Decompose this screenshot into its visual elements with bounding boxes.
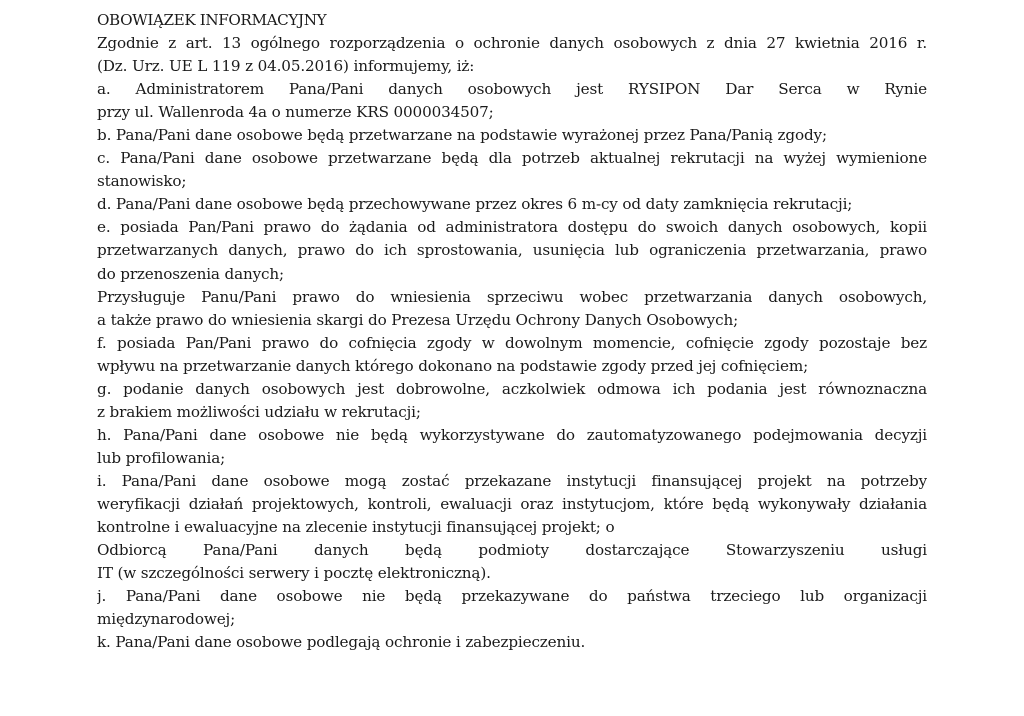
- clause-line: b. Pana/Pani dane osobowe będą przetwarzane na podstawie wyrażonej przez Pana/Panią zgody;: [97, 126, 827, 145]
- clause-item-complaint: [97, 286, 927, 332]
- clause-item-j: [97, 585, 927, 631]
- clause-item-i: [97, 470, 927, 539]
- clause-line: stanowisko;: [97, 172, 187, 191]
- clause-line: z brakiem możliwości udziału w rekrutacji;: [97, 402, 421, 421]
- clause-line: wpływu na przetwarzanie danych którego dokonano na podstawie zgody przed jej cofnięciem;: [97, 356, 809, 375]
- clause-item-recipients: [97, 539, 927, 585]
- clause-item-h: [97, 424, 927, 470]
- clause-line: k. Pana/Pani dane osobowe podlegają ochronie i zabezpieczeniu.: [97, 633, 586, 652]
- document-title: OBOWIĄZEK INFORMACYJNY: [97, 11, 327, 29]
- intro-line: Zgodnie z art. 13 ogólnego rozporządzenia o ochronie danych osobowych z dnia 27 kwietnia 2016 r.: [97, 34, 927, 53]
- clause-line: e. posiada Pan/Pani prawo do żądania od administratora dostępu do swoich danych osobowych, kopii: [97, 218, 927, 237]
- clause-line: międzynarodowej;: [97, 610, 236, 629]
- clause-line: a także prawo do wniesienia skargi do Prezesa Urzędu Ochrony Danych Osobowych;: [97, 310, 739, 329]
- clause-item-d: [97, 193, 927, 216]
- clause-line: przy ul. Wallenroda 4a o numerze KRS 0000034507;: [97, 103, 494, 122]
- clause-item-g: [97, 378, 927, 424]
- clause-item-b: [97, 124, 927, 147]
- clause-item-c: [97, 147, 927, 193]
- clause-line: Odbiorcą Pana/Pani danych będą podmioty dostarczające Stowarzyszeniu usługi: [97, 541, 927, 560]
- clause-line: i. Pana/Pani dane osobowe mogą zostać przekazane instytucji finansującej projekt na potrzeby: [97, 471, 927, 490]
- clause-line: lub profilowania;: [97, 448, 226, 467]
- clause-line: h. Pana/Pani dane osobowe nie będą wykorzystywane do zautomatyzowanego podejmowania decyzji: [97, 425, 927, 444]
- clause-item-f: [97, 332, 927, 378]
- clause-line: IT (w szczególności serwery i pocztę elektroniczną).: [97, 564, 491, 583]
- clause-line: do przenoszenia danych;: [97, 264, 284, 283]
- clause-line: c. Pana/Pani dane osobowe przetwarzane będą dla potrzeb aktualnej rekrutacji na wyżej wymienione: [97, 149, 927, 168]
- information-clause-document: [97, 9, 927, 654]
- clause-item-a: [97, 78, 927, 124]
- clause-line: Przysługuje Panu/Pani prawo do wniesienia sprzeciwu wobec przetwarzania danych osobowych,: [97, 287, 927, 306]
- clause-line: kontrolne i ewaluacyjne na zlecenie instytucji finansującej projekt; o: [97, 518, 615, 537]
- clause-item-k: [97, 631, 927, 654]
- clause-line: f. posiada Pan/Pani prawo do cofnięcia zgody w dowolnym momencie, cofnięcie zgody pozostaje bez: [97, 333, 927, 352]
- clause-line: g. podanie danych osobowych jest dobrowolne, aczkolwiek odmowa ich podania jest równoznaczna: [97, 379, 927, 398]
- clause-line: j. Pana/Pani dane osobowe nie będą przekazywane do państwa trzeciego lub organizacji: [97, 587, 927, 606]
- intro-line: (Dz. Urz. UE L 119 z 04.05.2016) informujemy, iż:: [97, 57, 475, 76]
- clause-line: d. Pana/Pani dane osobowe będą przechowywane przez okres 6 m-cy od daty zamknięcia rekrutacji;: [97, 195, 853, 214]
- clause-item-e: [97, 216, 927, 285]
- clause-line: weryfikacji działań projektowych, kontroli, ewaluacji oraz instytucjom, które będą wykonywały działania: [97, 494, 927, 513]
- clause-line: przetwarzanych danych, prawo do ich sprostowania, usunięcia lub ograniczenia przetwarzania, prawo: [97, 241, 927, 260]
- clause-line: a. Administratorem Pana/Pani danych osobowych jest RYSIPON Dar Serca w Rynie: [97, 80, 927, 99]
